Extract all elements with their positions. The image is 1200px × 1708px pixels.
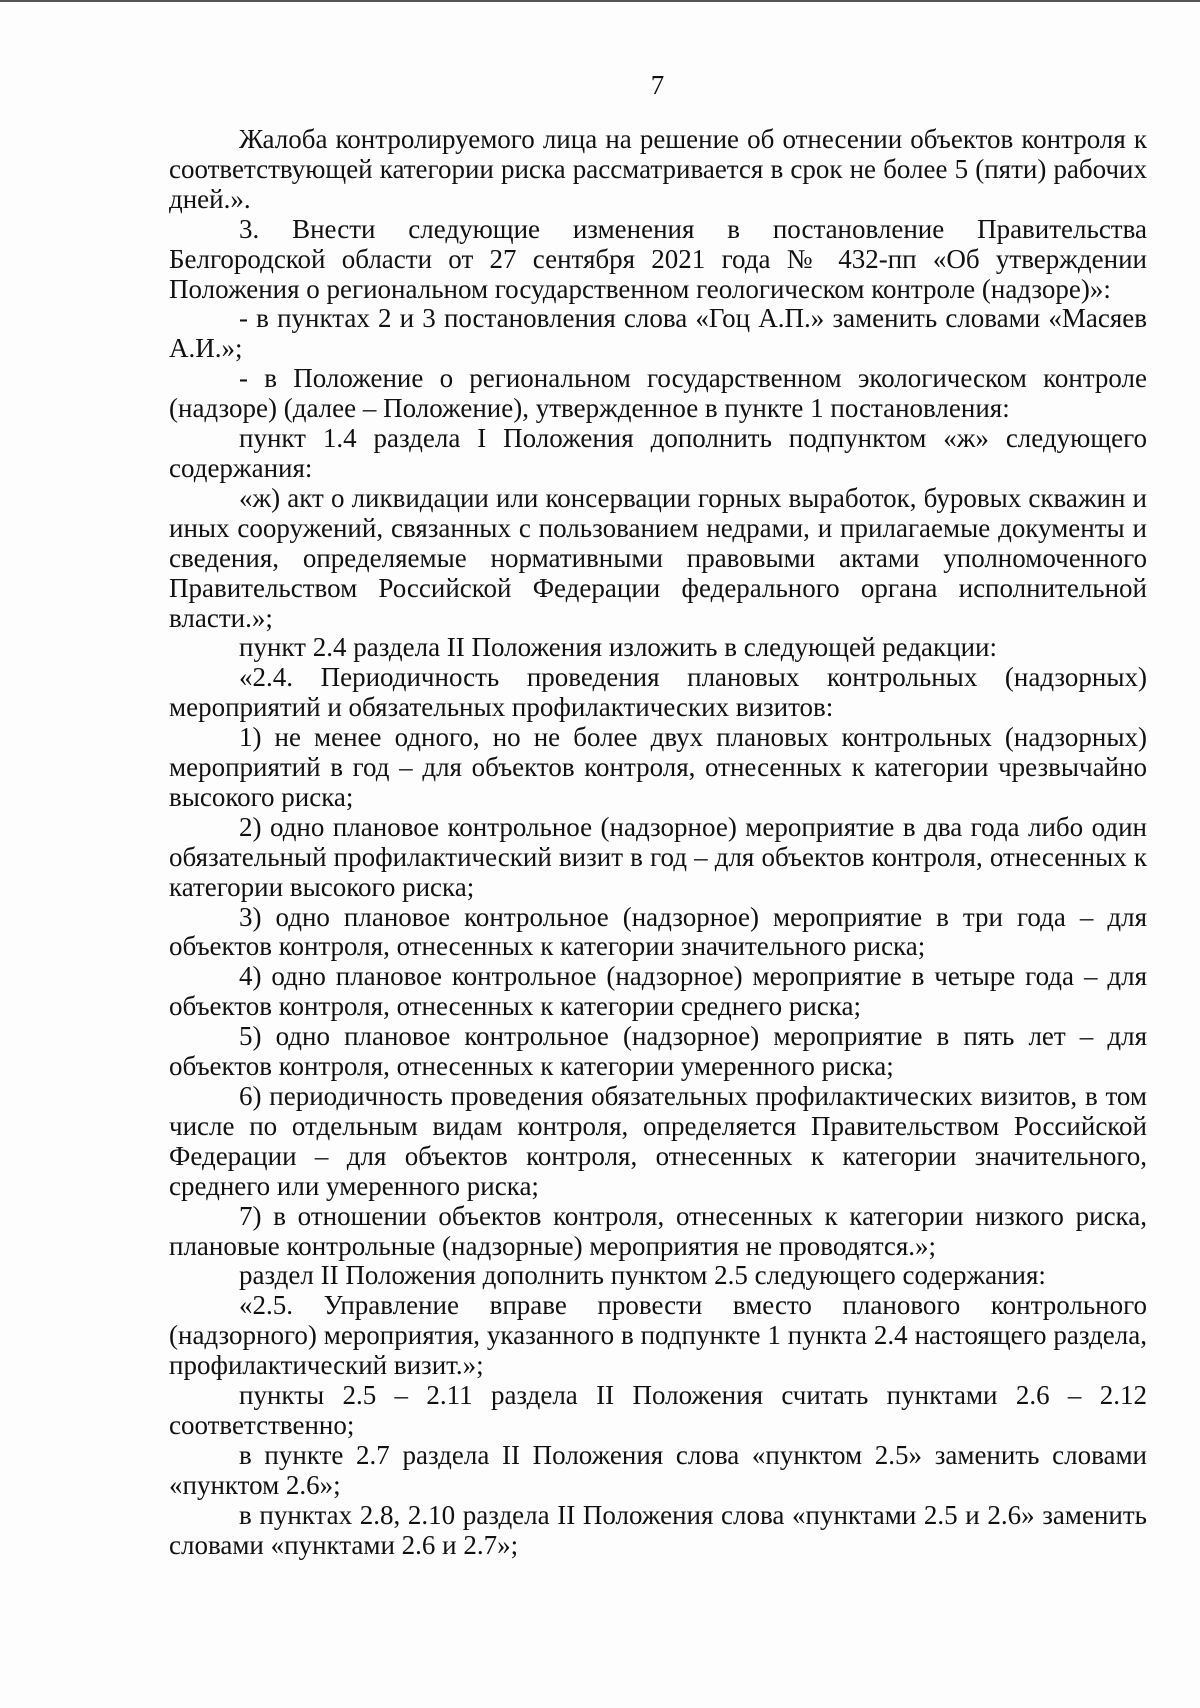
- paragraph-renumber: пункты 2.5 – 2.11 раздела II Положения считать пунктами 2.6 – 2.12 соответственно;: [169, 1380, 1147, 1440]
- paragraph-point-1-4: пункт 1.4 раздела I Положения дополнить подпунктом «ж» следующего содержания:: [169, 423, 1147, 483]
- paragraph-subpoint-zh: «ж) акт о ликвидации или консервации горных выработок, буровых скважин и иных сооружений, связанных с пользованием недрами, и прилагаемые документы и сведения, определяемые нормативными правовыми актами уполномоченного Правительством Российской Федерации федерального органа исполнительной власти.»;: [169, 482, 1147, 633]
- page-number: 7: [650, 70, 665, 100]
- paragraph-point-2-7: в пункте 2.7 раздела II Положения слова «пунктом 2.5» заменить словами «пунктом 2.6»;: [169, 1439, 1147, 1500]
- paragraph-point-2-5-text: «2.5. Управление вправе провести вместо планового контрольного (надзорного) мероприятия, указанного в подпункте 1 пункта 2.4 настоящего раздела, профилактический визит.»;: [169, 1290, 1147, 1381]
- paragraph-regulation-changes: - в Положение о региональном государственном экологическом контроле (надзоре) (далее – Положение), утвержденное в пункте 1 постановления:: [169, 363, 1147, 424]
- document-body: [169, 125, 1147, 1561]
- paragraph-point-2-4-intro: пункт 2.4 раздела II Положения изложить в следующей редакции:: [239, 632, 997, 663]
- paragraph-replace-name: - в пунктах 2 и 3 постановления слова «Гоц А.П.» заменить словами «Масяев А.И.»;: [169, 303, 1147, 364]
- paragraph-points-2-8-2-10: в пунктах 2.8, 2.10 раздела II Положения слова «пунктами 2.5 и 2.6» заменить словами «пунктами 2.6 и 2.7»;: [169, 1499, 1147, 1560]
- list-item-3: 3) одно плановое контрольное (надзорное) мероприятие в три года – для объектов контроля, отнесенных к категории значительного риска;: [169, 901, 1147, 962]
- list-item-4: 4) одно плановое контрольное (надзорное) мероприятие в четыре года – для объектов контроля, отнесенных к категории среднего риска;: [169, 961, 1147, 1022]
- paragraph-point-2-5-intro: раздел II Положения дополнить пунктом 2.5 следующего содержания:: [239, 1260, 1046, 1291]
- paragraph-complaint-term: Жалоба контролируемого лица на решение об отнесении объектов контроля к соответствующей категории риска рассматривается в срок не более 5 (пяти) рабочих дней.».: [169, 124, 1147, 214]
- paragraph-item-3: 3. Внести следующие изменения в постановление Правительства Белгородской области от 27 сентября 2021 года № 432-пп «Об утверждении Положения о региональном государственном геологическом контроле (надзоре)»:: [169, 213, 1147, 304]
- list-item-7: 7) в отношении объектов контроля, отнесенных к категории низкого риска, плановые контрольные (надзорные) мероприятия не проводятся.»;: [169, 1200, 1147, 1261]
- scan-top-edge: [0, 0, 1200, 2]
- list-item-2: 2) одно плановое контрольное (надзорное) мероприятие в два года либо один обязательный профилактический визит в год – для объектов контроля, отнесенных к категории высокого риска;: [169, 811, 1147, 902]
- paragraph-point-2-4-title: «2.4. Периодичность проведения плановых контрольных (надзорных) мероприятий и обязательных профилактических визитов:: [169, 662, 1147, 723]
- list-item-6: 6) периодичность проведения обязательных профилактических визитов, в том числе по отдельным видам контроля, определяется Правительством Российской Федерации – для объектов контроля, отнесенных к категории значительного, среднего или умеренного риска;: [169, 1081, 1147, 1201]
- list-item-1: 1) не менее одного, но не более двух плановых контрольных (надзорных) мероприятий в год – для объектов контроля, отнесенных к категории чрезвычайно высокого риска;: [169, 722, 1147, 812]
- list-item-5: 5) одно плановое контрольное (надзорное) мероприятие в пять лет – для объектов контроля, отнесенных к категории умеренного риска;: [169, 1021, 1147, 1082]
